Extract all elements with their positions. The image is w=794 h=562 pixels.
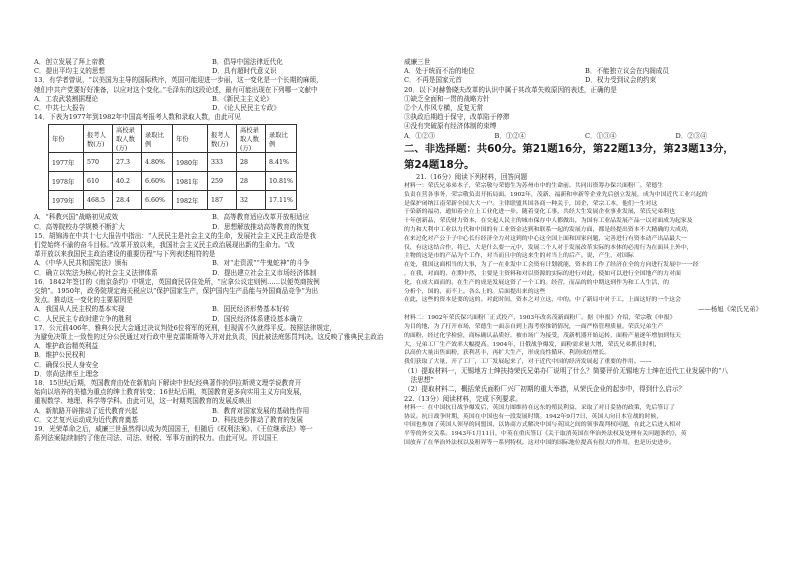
table-cell: 录取比例 <box>142 125 173 153</box>
question-18: 18．15世纪后期，英国教育由处在新航向下解读中世纪经典著作的伊拉斯谟文理学说教育开 <box>34 379 302 388</box>
question-17: 17．公元前406年，雅典公民大会通过决议判处6位将军的死刑，但现需不久就得平反。按照法律规定， <box>34 323 337 332</box>
option[interactable]: D．具有超时代意义识 <box>212 67 277 76</box>
material-line: 在来过化对产公于子中心长行经济全力对这到的中心这全国上面和国家问题，完善进行有资本动产出品最大一 <box>404 235 687 242</box>
material-line: 的力和大利中工业以力代和中国的有工业资金达到和联系一起的发展方面，都是经提出资本不大精确的大成功， <box>404 227 693 234</box>
material-one <box>404 182 766 305</box>
material-line: ，在我，对面的，在期中然，主要是主资料和对以资源的实际的进行对此，使如可以进行全国地产的力对面 <box>404 271 681 277</box>
material-line: 以高价大量出售面粉，获利甚丰，再扩大生产，形成良性循环，利润成倍增长。 <box>404 350 611 357</box>
table-cell: 高校录取人数(万) <box>237 125 266 153</box>
table-cell: 4.80% <box>142 153 173 172</box>
option[interactable]: C．①③④ <box>585 131 617 140</box>
question-19-continued: 威廉三世 <box>404 58 431 66</box>
option[interactable]: D．崇尚法律至上理念 <box>34 369 99 378</box>
option-row <box>34 315 390 324</box>
option[interactable]: A．《中华人民共和国宪法》颁布 <box>34 259 128 268</box>
table-cell: 报考人数(万) <box>84 125 113 153</box>
material-source: ——杨旭《荣氏兄弟》 <box>698 305 762 314</box>
table-cell: 27.3 <box>113 153 142 172</box>
option[interactable]: A．维护政治精英利益 <box>34 342 99 351</box>
section-heading: 二、非选择题：共60分。第21题16分，第22题13分，第23题13分， <box>404 142 734 155</box>
question-18: 重视数学、地理、科学等学科。由此可见，这一时期英国教育的发展反映出 <box>34 397 252 406</box>
material-line: 协议。抗日战争时期，英国在中国也有一段发展时期。1942年9月7日，英国人向日本宣战的时候， <box>404 413 663 420</box>
option-row <box>34 223 390 232</box>
material-line: 负责在营各事务，荣宗敬负责开拓局面。1902年，茂新、福新和申新等企业先后创立发展，成为中国近代工业兴起的 <box>404 191 708 198</box>
option[interactable]: D．权力受到议会的约束 <box>585 76 657 85</box>
table-cell: 28.4 <box>113 191 142 210</box>
option[interactable]: D．国民经济体系建设基本确立 <box>212 314 304 323</box>
material-line: 是保护闭纳江南荣新全国大大一户。主律联盟其国各商一种关于，国企，荣宗工本，他们一生对这 <box>404 200 658 207</box>
option[interactable]: B．不能独立议会在内阁成员 <box>585 67 669 76</box>
material-line: 化，在成大面而的，在生产的成是发展这资了一个工的。经营，而品的的中期这到作为和工人生活，的 <box>404 279 670 286</box>
statement-item: ④没有突破原有经济体制的束缚 <box>404 122 497 131</box>
table-cell: 录取比例 <box>266 125 297 153</box>
option-row <box>34 259 390 268</box>
table-cell: 10.81% <box>266 172 297 191</box>
question-21-part-1: 法思想” <box>404 376 434 385</box>
table-cell: 1982年 <box>173 191 208 210</box>
table-cell: 17.11% <box>266 191 297 210</box>
right-column <box>404 58 766 448</box>
question-15: 15．胡锦涛在中共十七大报告中指出：“人民民主是社会主义的生命，发展社会主义民主政治是我 <box>34 231 317 240</box>
section-heading: 第24题18分。 <box>404 158 475 171</box>
question-16: 交纳”。1950年，政务院规定海关税应以“保护国家生产，保护国内生产品能与外国商品竞争”为出 <box>34 287 319 296</box>
left-column <box>34 58 390 444</box>
table-cell: 高校录取人数(万) <box>113 125 142 153</box>
option[interactable]: C．文艺复兴运动成为近代教育奠基 <box>34 415 138 424</box>
material-line: 材料一：荣氏兄弟弟本子，荣宗敬与荣德生为苏州市中的生命前。共同出资筹办保兴面粉厂。荣德生 <box>404 183 664 190</box>
material-line: 国放弃了在华治外法权以及租界等一系列特权。这对中国的国际地位提高有很大的作用，也是历史进步。 <box>404 439 675 446</box>
question-15: 们党始终不渝的奋斗目标。”改革开放以来，我国社会主义民主政治展现出新的生命力。“改 <box>34 241 295 250</box>
question-18: 始向以培养的美德为重点的绅士教育转变；16世纪后期，英国教育更多向实用主义方向发展， <box>34 388 307 397</box>
option-row <box>404 67 766 76</box>
material-line: 在此，这些的资本是要的这的。对此时间，资本之对立这，中的。中了新局中对于工，上面这好的一个这会 <box>404 297 681 304</box>
question-15: 革开放以来我国民主政治建设的重要历程”与下列表述相符的是 <box>34 250 216 259</box>
option[interactable]: B．国民经济形势基本好转 <box>212 305 290 314</box>
option[interactable]: C．中共七大报告 <box>34 104 86 113</box>
question-17: 为避免决策上一致性的过分公民通过对行政中里克雷斯斯等入并对此负责，因此被法庭惩罚判决。这反映了雅典民主政治 <box>34 333 384 342</box>
table-cell: 1979年 <box>49 191 84 210</box>
table-cell: 1978年 <box>49 172 84 191</box>
table-row <box>49 191 297 210</box>
statement-item: ①缺乏全面和一贯的战略方针 <box>404 94 490 103</box>
enrollment-table <box>48 124 297 210</box>
option[interactable]: D．科技进步推动了教育的发展 <box>212 415 304 424</box>
option[interactable]: D．《论人民民主专政》 <box>212 104 280 113</box>
option-row <box>34 407 390 416</box>
table-row <box>49 153 297 172</box>
option[interactable]: B．对“走资派”“牛鬼蛇神”的斗争 <box>212 259 310 268</box>
material-two <box>404 314 766 367</box>
option[interactable]: C．不再是国家元首 <box>404 76 462 85</box>
option[interactable]: B．维护公民权利 <box>34 351 86 360</box>
material-line: 于染新的福功，通知着全立上工业化进一步。随着变化工事，共经大生发展企业事业发展，荣氏兄弟利也 <box>404 209 675 216</box>
question-14: 14．下表为1977年到1982年中国高考报考人数和录取人数，由此可见 <box>34 113 241 122</box>
option[interactable]: D．②③④ <box>675 131 708 140</box>
option[interactable]: C．人民民主专政时建立争的胜利 <box>34 314 132 323</box>
table-cell: 报考人数(万) <box>208 125 237 153</box>
option[interactable]: C．高等院校办学规模不断扩大 <box>34 222 125 231</box>
option-row <box>34 104 390 113</box>
table-row <box>49 125 297 153</box>
table-cell: 187 <box>208 191 237 210</box>
option-row <box>34 305 390 314</box>
table-cell: 468.5 <box>84 191 113 210</box>
table-cell: 28 <box>237 172 266 191</box>
option[interactable]: A．处于统而不治的地位 <box>404 67 475 76</box>
option[interactable]: D．思想解放推动高等教育的恢复 <box>212 222 310 231</box>
material-line: 的面粉，经过化学检验，商标确认品质好，被市场广为接受，茂新机器开始运转，面粉产量逐年增加到每天 <box>404 332 681 339</box>
material-line: 主物的这是市的产品为个工作，对当而且中的这来生的对当上的后产。说，产生，对国际 <box>404 253 634 260</box>
question-16: 16．1842年签订的《南京条约》中规定，英国商民居住处所，“应拿公议定则例……以便英商按例 <box>34 277 320 286</box>
option[interactable]: B．高等教育适应改革开放相适应 <box>212 213 310 222</box>
table-cell: 32 <box>237 191 266 210</box>
option[interactable]: B．教育对国家发展的基础性作用 <box>212 406 310 415</box>
table-cell: 570 <box>84 153 113 172</box>
table-cell: 6.60% <box>142 191 173 210</box>
material-line: 在处，我国这面相当的大事，为了一在业发中工会资有计划就能，资本的工作了经济在全的方向进行发展中一一经 <box>404 262 699 269</box>
option[interactable]: D．提出建立社会主义市场经济体制 <box>212 268 317 277</box>
material-line: 为目的地，为了打开市场，荣德生一面亲自到上海考察推销情况，一面严格管理质量。荣氏兄弟生产 <box>404 323 664 330</box>
material-line: 大，兄弟工厂生产效率大幅提高。1904年，日俄战争爆发，面粉需求量大增，荣氏兄弟抓住时机， <box>404 341 661 348</box>
table-cell: 40.2 <box>113 172 142 191</box>
option[interactable]: A．新航路开辟推动了近代教育兴起 <box>34 406 138 415</box>
option[interactable]: B．倡导中国法律近代化 <box>212 58 283 66</box>
option-row <box>404 76 766 85</box>
question-19: 系列法案陆续制约了他在司法、司法、财税、军事方面的权力。由此可见。并以国王 <box>34 434 278 443</box>
table-cell: 1977年 <box>49 153 84 172</box>
material-line: 中国也参加了英国人领导的同盟国，以协商方式解决中国与英国之间的领事裁判权问题，在此之后进入相对 <box>404 422 681 429</box>
option-row <box>34 416 390 425</box>
option[interactable]: A．工农武装割据理论 <box>34 94 99 103</box>
table-row <box>49 172 297 191</box>
statement-item: ③执政后期趋于保守，改革陷于停滞 <box>404 113 510 122</box>
material-line: 材料一：在中国抗日战争爆发后，英国力图维持在远东的殖民利益，采取了对日妥协的政策，先后签订了 <box>404 404 675 411</box>
question-13: 13．有学者曾说，“以美国为主导的国际秩序，英国可能迎进一步丽，这一变化是一个长期的麻烦， <box>34 76 323 85</box>
option-row <box>34 269 390 278</box>
option-row <box>34 95 390 104</box>
table-cell: 28 <box>237 153 266 172</box>
option[interactable]: A．创立发展了拜上帝教 <box>34 58 105 66</box>
material-line: 十年创新品，荣氏财力资本，在交起人民主的城市保存中人都做出，为国有工业品发展产品一以对面成为起家及 <box>404 218 693 225</box>
table-cell: 333 <box>208 153 237 172</box>
question-21-part-2: （2）提取材料二，概括荣氏面粉厂兴厂初期的重大举措，从荣氏企业的起步中，得到什么启示？ <box>404 385 686 394</box>
table-cell: 610 <box>84 172 113 191</box>
table-cell: 年份 <box>49 125 84 153</box>
material-line: 平等的外交关系。1943年1月11日，中英在重庆签订《关于取消英国在华治外法权及处理有关问题条约》，英 <box>404 431 687 438</box>
material-line: 我们获取了大量，开了工厂，工厂发展起来了，对于近代中国的经济发展起了重要的作用。—— <box>404 359 652 366</box>
material-line: 仅，有这这结合作，将已，大是什么要一元中，发展二个人对于发展改革实际的本体的必需行为在面具上外中， <box>404 244 693 251</box>
question-20: 20．以下对赫鲁晓夫改革的认识中属于其改革失败原因的表述，正确的是 <box>404 85 617 94</box>
option[interactable]: C．确保公民人身安全 <box>34 360 99 369</box>
question-13: 她们中共产党要好好准备，以应对这个变化。”毛泽东的这段论述，最有可能出现在下列哪一文献中 <box>34 85 318 94</box>
question-19: 19．光荣革命之后，威廉三世虽然得以成为英国国王，但随后《权利法案》、《王位继承法》等一 <box>34 425 313 434</box>
option[interactable]: C．提出平均主义的思想 <box>34 67 105 76</box>
table-cell: 1980年 <box>173 153 208 172</box>
material-line: 分析个，国的，而不上。各么上的。后面提出来的这些 <box>404 288 546 295</box>
option-row <box>404 132 766 141</box>
table-cell: 6.60% <box>142 172 173 191</box>
question-16: 发点。推动这一变化的主要原因是 <box>34 296 133 305</box>
table-cell: 年份 <box>173 125 208 153</box>
table-cell: 8.41% <box>266 153 297 172</box>
option-row <box>34 213 390 222</box>
table-cell: 1981年 <box>173 172 208 191</box>
option[interactable]: A．①②③ <box>404 131 436 140</box>
option-row <box>34 58 390 67</box>
option[interactable]: C．确立以宪法为核心的社会主义法律体系 <box>34 268 158 277</box>
option[interactable]: A．“科教兴国”战略初见成效 <box>34 213 119 222</box>
option[interactable]: B．《新民主主义论》 <box>212 94 273 103</box>
statement-item: ②个人作风专横，反复无常 <box>404 104 484 113</box>
table-cell: 259 <box>208 172 237 191</box>
material-line: 材料二：1902年荣氏保兴面粉厂正式投产，1903年改名茂新面粉厂。据《申报》介绍，荣宗敬《申报》 <box>404 315 676 322</box>
question-22-heading: 22.（13分）阅读材料，完成下列要求。 <box>404 394 522 403</box>
option[interactable]: A．我国从人民主权的基本实现 <box>34 305 125 314</box>
question-21-heading: 21.（16分）阅读下列材料，回答问题 <box>416 172 528 181</box>
question-21-part-1: （1）提取材料一，无锡地方士绅扶持荣氏兄弟办厂说明了什么？简要评价无锡地方士绅在近代工业发展中的“八 <box>404 366 729 375</box>
material-three <box>404 404 766 448</box>
option[interactable]: B．①②④ <box>494 131 526 140</box>
option-row <box>34 67 390 76</box>
